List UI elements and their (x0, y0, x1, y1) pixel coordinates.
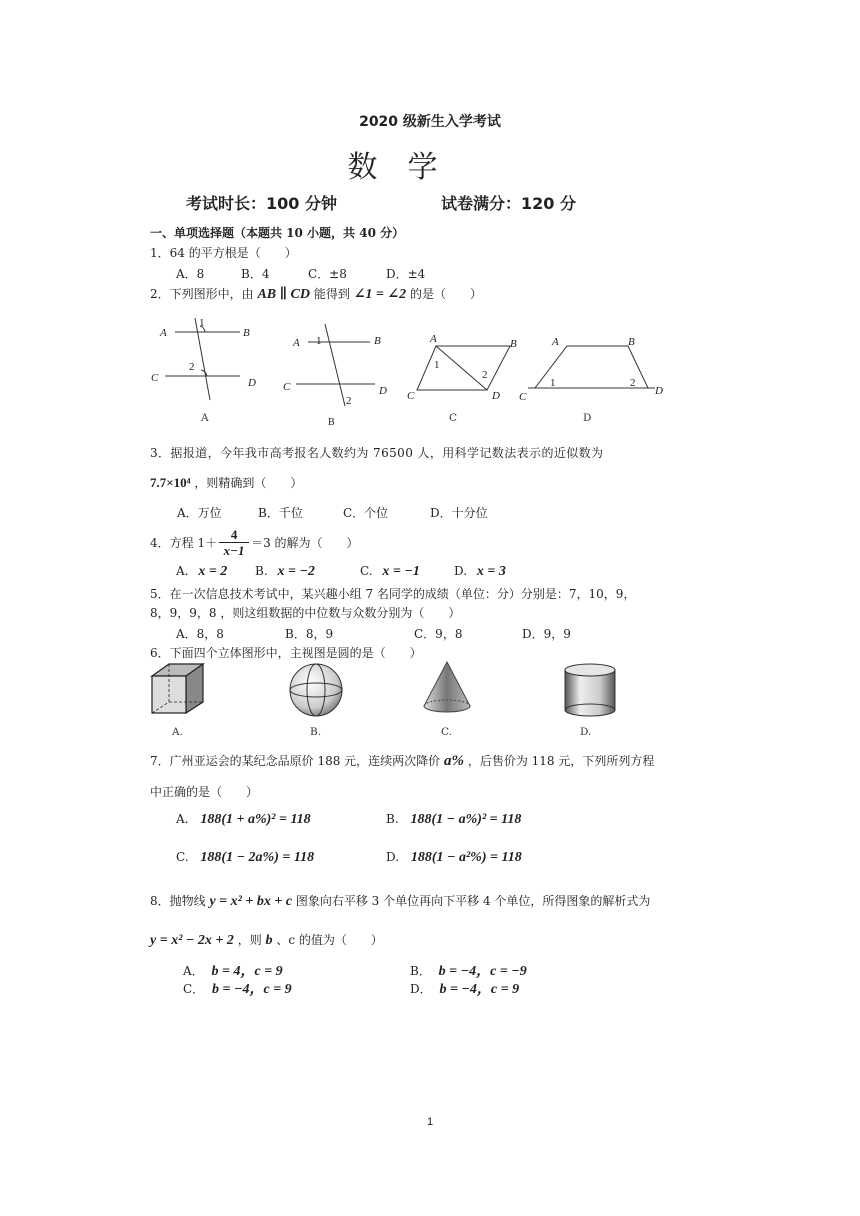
q8-option-c (183, 978, 292, 998)
q2-figure-c (417, 346, 510, 390)
q7-option-b (386, 812, 521, 828)
q1-option-c: C．±8 (308, 267, 347, 281)
q6-caption-b: B. (310, 726, 322, 738)
q6-cone (424, 662, 470, 712)
q6-figures (0, 660, 860, 720)
q7-option-a (176, 812, 311, 828)
q7-option-b-math: 188(1 − a%)² = 118 (410, 812, 522, 827)
q1-option-b: B．4 (241, 267, 270, 281)
q3-line2-after: ，则精确到（ ） (194, 476, 303, 490)
q4-option-a (176, 564, 227, 580)
q7-option-b-letter: B. (386, 812, 399, 826)
fig-b-label-b: B (374, 335, 381, 347)
fig-b-label-c: C (283, 381, 291, 393)
q2-caption-d: D (583, 412, 592, 424)
fig-d-angle-1: 1 (550, 377, 556, 389)
q4-option-d-math: x = 3 (476, 564, 506, 579)
q7-line1-before: 7．广州亚运会的某纪念品原价 188 元，连续两次降价 (150, 754, 441, 768)
q7-option-d-letter: D. (386, 850, 400, 864)
q7-line1-math: a% (444, 753, 464, 769)
q4-option-b (255, 564, 315, 580)
q2-figure-b (296, 324, 375, 406)
q3-option-c: C．个位 (343, 506, 389, 520)
q3-line2 (150, 474, 302, 491)
q8-line2-math: y = x² − 2x + 2 (150, 933, 234, 948)
fig-a-label-d: D (248, 377, 256, 389)
q4-option-c-letter: C. (360, 564, 373, 578)
fig-c-label-d: D (492, 390, 500, 402)
q4-option-c-math: x = −1 (382, 564, 420, 579)
fig-d-label-a: A (552, 336, 559, 348)
q4-stem-after: ＝3 的解为（ ） (251, 535, 359, 550)
q7-option-c (176, 850, 314, 866)
fig-a-label-a: A (160, 327, 167, 339)
q8-line1-before: 8．抛物线 (150, 894, 206, 908)
q7-option-a-math: 188(1 + a%)² = 118 (200, 812, 311, 827)
q2-stem-math2: ∠1 = ∠2 (353, 287, 407, 302)
q6-cube (152, 664, 203, 713)
q8-option-a (183, 960, 283, 980)
fig-c-label-a: A (430, 333, 437, 345)
q6-cylinder (565, 664, 615, 716)
q2-caption-a: A (201, 412, 209, 424)
q4-option-d (454, 564, 506, 580)
q7-option-a-letter: A. (176, 812, 189, 826)
fig-a-angle-1: 1 (199, 317, 205, 329)
q2-figures (0, 310, 860, 430)
page-number: 1 (426, 1116, 434, 1128)
q6-caption-c: C. (441, 726, 452, 738)
exam-title: 2020 级新生入学考试 (359, 114, 501, 130)
q2-figure-d (528, 346, 655, 388)
q4-stem (150, 524, 359, 560)
q4-frac-num: 4 (230, 526, 238, 542)
full-score: 试卷满分：120 分 (441, 194, 576, 213)
q8-option-a-math: b = 4，c = 9 (211, 964, 283, 979)
q8-line2-mid: ，则 (237, 933, 262, 947)
q1-stem: 1．64 的平方根是（ ） (150, 246, 297, 260)
q4-option-b-letter: B. (255, 564, 268, 578)
fig-c-angle-1: 1 (434, 359, 440, 371)
fig-b-angle-2: 2 (346, 395, 352, 407)
q8-option-d-letter: D． (410, 982, 432, 996)
q3-option-d: D．十分位 (430, 506, 488, 520)
fig-d-label-d: D (655, 385, 663, 397)
q7-line1-after: ，后售价为 118 元，下列所列方程 (467, 754, 655, 768)
q5-line2: 8，9，9，8 ，则这组数据的中位数与众数分别为（ ） (150, 606, 461, 620)
q5-option-a: A．8，8 (176, 627, 224, 641)
fig-c-label-c: C (407, 390, 415, 402)
fig-d-angle-2: 2 (630, 377, 636, 389)
q2-stem (150, 285, 482, 303)
q8-line1 (150, 892, 650, 910)
q4-option-d-letter: D. (454, 564, 468, 578)
q7-option-c-letter: C. (176, 850, 189, 864)
q7-line2: 中正确的是（ ） (150, 785, 259, 799)
fig-b-angle-1: 1 (316, 335, 322, 347)
q5-line1: 5．在一次信息技术考试中，某兴趣小组 7 名同学的成绩（单位：分）分别是：7，10，9， (150, 587, 636, 601)
fig-c-angle-2: 2 (482, 369, 488, 381)
q2-stem-mid: 能得到 (313, 287, 350, 301)
q8-line1-math: y = x² + bx + c (209, 894, 293, 909)
q4-fraction (219, 527, 249, 558)
fig-b-label-a: A (293, 337, 300, 349)
q3-line1: 3．据报道，今年我市高考报名人数约为 76500 人，用科学记数法表示的近似数为 (150, 446, 604, 460)
q7-line1 (150, 752, 654, 770)
fig-c-label-b: B (510, 338, 517, 350)
q5-option-c: C．9，8 (414, 627, 463, 641)
q8-option-b-letter: B． (410, 964, 431, 978)
q4-option-c (360, 564, 420, 580)
fig-a-label-c: C (151, 372, 159, 384)
q2-stem-math: AB ∥ CD (257, 287, 311, 302)
section-heading: 一、单项选择题（本题共 10 小题，共 40 分） (150, 226, 405, 240)
q5-option-d: D．9，9 (522, 627, 571, 641)
q4-option-a-letter: A. (176, 564, 189, 578)
q8-line2 (150, 931, 383, 949)
q6-stem: 6．下面四个立体图形中，主视图是圆的是（ ） (150, 646, 422, 660)
q8-line1-after: 图象向右平移 3 个单位再向下平移 4 个单位，所得图象的解析式为 (295, 894, 651, 908)
q2-caption-c: C (449, 412, 458, 424)
q8-option-c-letter: C． (183, 982, 205, 996)
q8-option-b-math: b = −4，c = −9 (438, 964, 527, 979)
q4-option-b-math: x = −2 (277, 564, 315, 579)
q4-stem-before: 4．方程 1＋ (150, 535, 218, 550)
subject-title: 数 学 (347, 150, 438, 185)
fig-b-label-d: D (379, 385, 387, 397)
q3-option-a: A．万位 (177, 506, 222, 520)
q7-option-d-math: 188(1 − a²%) = 118 (410, 850, 522, 865)
q8-line2-after: 、c 的值为（ ） (276, 933, 383, 947)
q1-option-d: D．±4 (386, 267, 426, 281)
q8-option-d (410, 978, 519, 998)
q2-stem-before: 2．下列图形中，由 (150, 287, 254, 301)
fig-d-label-b: B (628, 336, 635, 348)
q2-stem-after: 的是（ ） (409, 287, 482, 301)
q8-option-c-math: b = −4，c = 9 (212, 982, 292, 997)
fig-a-label-b: B (243, 327, 250, 339)
q5-option-b: B．8，9 (285, 627, 334, 641)
q4-frac-den: x−1 (223, 542, 245, 558)
q6-caption-a: A. (172, 726, 183, 738)
fig-d-label-c: C (519, 391, 527, 403)
exam-duration: 考试时长：100 分钟 (186, 194, 337, 213)
q3-math: 7.7×10⁴ (150, 475, 191, 490)
q3-option-b: B．千位 (258, 506, 303, 520)
q6-sphere (290, 664, 342, 716)
q1-option-a: A．8 (176, 267, 205, 281)
q8-line2-math2: b (265, 933, 273, 948)
q8-option-a-letter: A． (183, 964, 204, 978)
q4-option-a-math: x = 2 (198, 564, 228, 579)
q7-option-d (386, 850, 522, 866)
q2-figure-a (165, 318, 240, 400)
q6-caption-d: D. (580, 726, 592, 738)
q8-option-b (410, 960, 527, 980)
fig-b-caption: B (328, 417, 335, 428)
fig-a-angle-2: 2 (189, 361, 195, 373)
q7-option-c-math: 188(1 − 2a%) = 118 (200, 850, 315, 865)
q8-option-d-math: b = −4，c = 9 (439, 982, 520, 997)
